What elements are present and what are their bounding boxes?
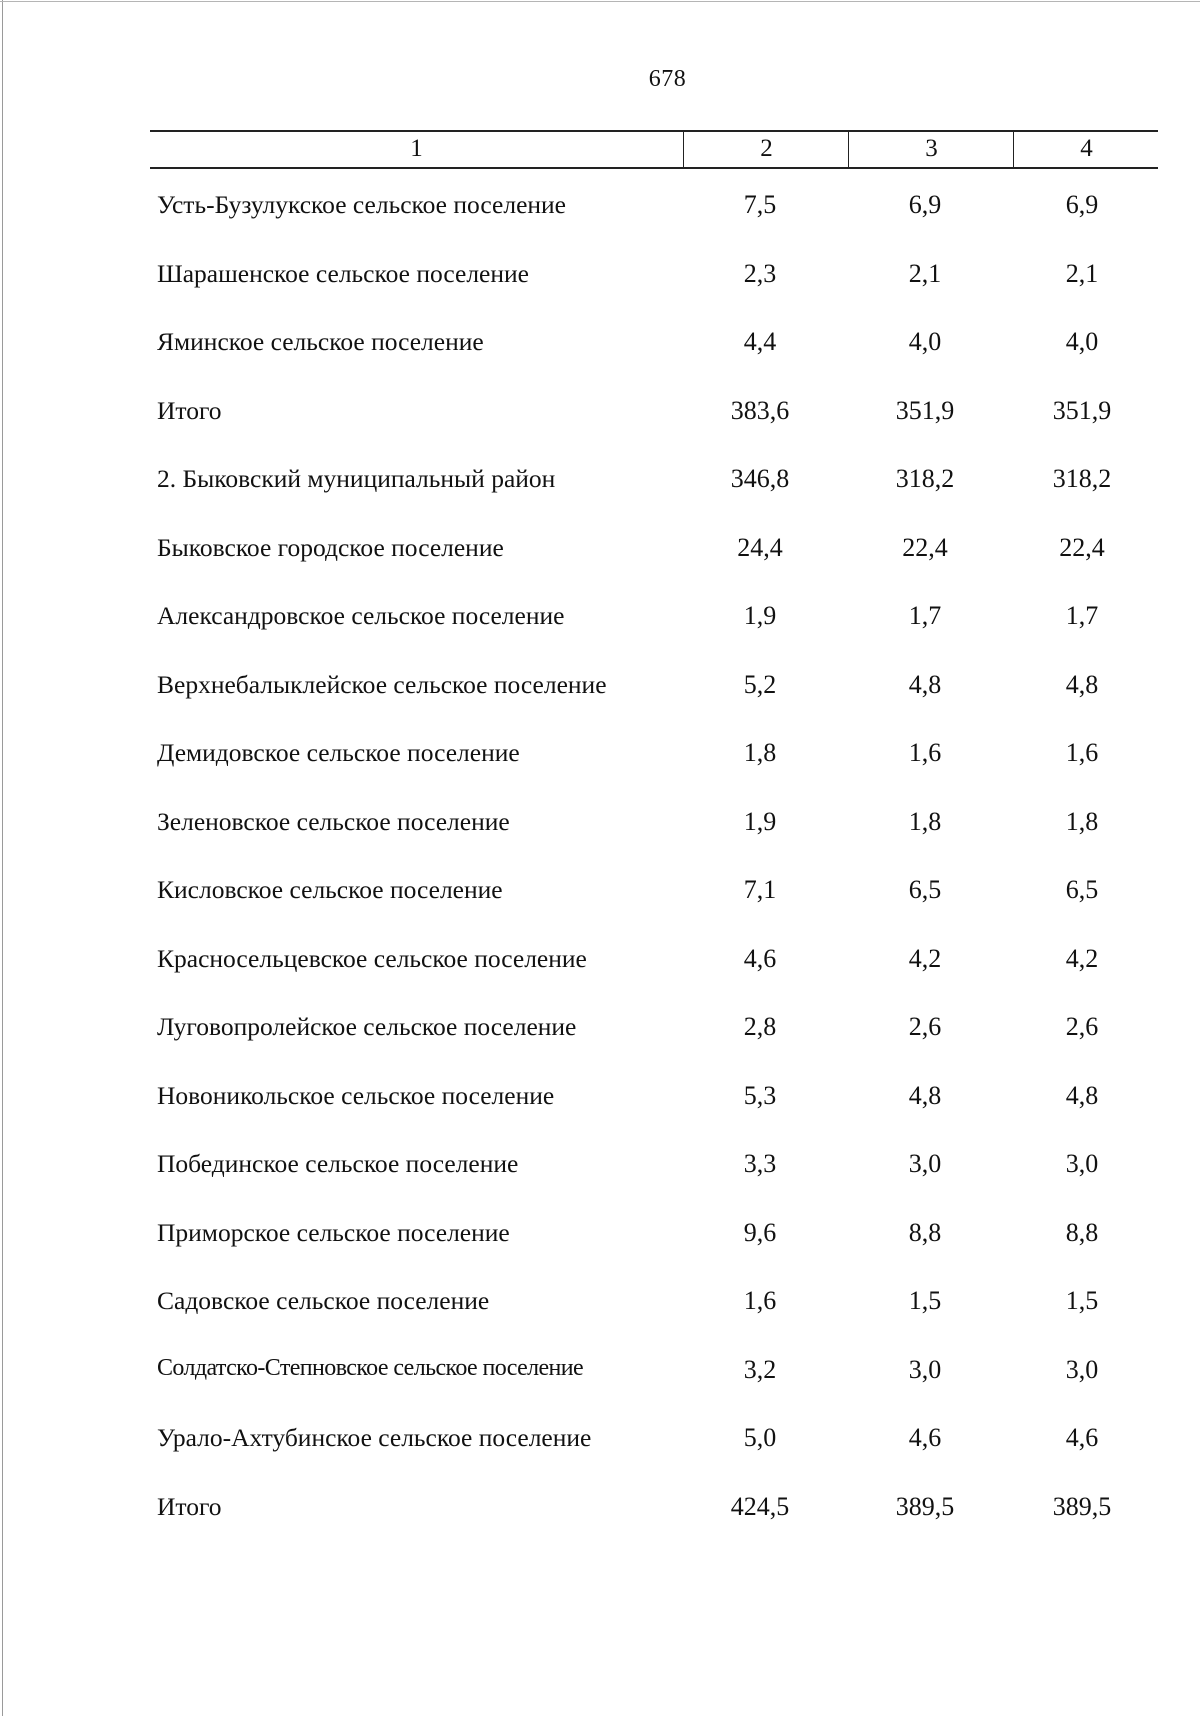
row-name: Яминское сельское поселение: [157, 327, 484, 356]
row-name: Побединское сельское поселение: [157, 1149, 519, 1178]
row-value-col-2: 2,3: [743, 258, 777, 288]
row-value-col-4: 4,8: [1065, 1080, 1099, 1110]
page-number: 678: [648, 66, 687, 92]
row-value-col-4: 1,5: [1065, 1286, 1099, 1315]
row-value-col-4: 8,8: [1065, 1217, 1099, 1247]
row-value-col-4: 4,2: [1065, 943, 1099, 973]
row-value-col-4: 318,2: [1052, 464, 1112, 493]
row-value-col-3: 4,0: [908, 327, 942, 356]
row-value-col-2: 9,6: [743, 1217, 777, 1247]
table-row-total: [150, 1471, 1158, 1540]
row-value-col-4: 3,0: [1065, 1149, 1099, 1178]
row-value-col-4: 6,5: [1065, 875, 1099, 904]
row-value-col-4: 4,0: [1065, 327, 1099, 356]
row-value-col-2: 4,6: [743, 943, 777, 973]
table-row: [150, 580, 1158, 649]
row-value-col-4: 2,1: [1065, 258, 1099, 288]
table-row: [150, 1128, 1158, 1197]
table-row: [150, 717, 1158, 786]
row-name: Красносельцевское сельское поселение: [157, 943, 587, 973]
table-row: [150, 238, 1158, 307]
row-value-col-3: 22,4: [902, 532, 948, 562]
row-value-col-3: 8,8: [908, 1217, 942, 1247]
row-name: Итого: [157, 1491, 222, 1521]
table-row: [150, 512, 1158, 581]
row-value-col-4: 4,8: [1065, 669, 1099, 699]
row-name: Александровское сельское поселение: [157, 601, 565, 630]
table-row: [150, 649, 1158, 718]
row-value-col-3: 3,0: [908, 1149, 942, 1178]
table-row: [150, 854, 1158, 923]
row-value-col-2: 24,4: [737, 532, 783, 562]
table-row-total: [150, 375, 1158, 444]
row-value-col-3: 318,2: [895, 464, 955, 493]
data-table: [150, 130, 1158, 1539]
row-value-col-2: 2,8: [743, 1012, 777, 1041]
table-row: [150, 923, 1158, 992]
table-body: [150, 169, 1158, 1539]
header-col-1: 1: [410, 135, 423, 162]
row-value-col-2: 1,8: [743, 738, 777, 767]
header-col-2: 2: [683, 132, 849, 167]
row-value-col-2: 4,4: [743, 327, 777, 356]
row-name: Кисловское сельское поселение: [157, 875, 503, 904]
row-name: Луговопролейское сельское поселение: [157, 1012, 577, 1041]
row-value-col-3: 4,6: [908, 1423, 942, 1452]
scan-edge-left: [2, 0, 3, 1716]
row-value-col-4: 1,8: [1065, 806, 1099, 836]
row-name: 2. Быковский муниципальный район: [157, 464, 556, 493]
row-value-col-2: 383,6: [730, 395, 790, 425]
row-value-col-3: 4,8: [908, 669, 942, 699]
row-value-col-4: 6,9: [1065, 190, 1099, 219]
row-value-col-3: 1,8: [908, 806, 942, 836]
row-name: Демидовское сельское поселение: [157, 738, 520, 767]
row-value-col-2: 5,3: [743, 1080, 777, 1110]
row-value-col-3: 389,5: [895, 1491, 955, 1521]
row-name: Солдатско-Степновское сельское поселение: [157, 1354, 584, 1381]
table-row: [150, 1334, 1158, 1403]
header-col-4: 4: [1013, 132, 1159, 167]
row-value-col-4: 3,0: [1065, 1354, 1099, 1384]
row-name: Зеленовское сельское поселение: [157, 806, 510, 836]
row-value-col-4: 2,6: [1065, 1012, 1099, 1041]
row-value-col-3: 2,1: [908, 258, 942, 288]
row-value-col-3: 4,8: [908, 1080, 942, 1110]
row-value-col-3: 6,5: [908, 875, 942, 904]
row-name: Приморское сельское поселение: [157, 1217, 510, 1247]
row-value-col-3: 1,7: [908, 601, 942, 630]
row-name: Шарашенское сельское поселение: [157, 258, 529, 288]
row-value-col-3: 2,6: [908, 1012, 942, 1041]
table-header-row: [150, 130, 1158, 169]
row-name: Урало-Ахтубинское сельское поселение: [157, 1423, 592, 1452]
row-value-col-4: 351,9: [1052, 395, 1112, 425]
table-row-district: [150, 443, 1158, 512]
row-value-col-2: 5,0: [743, 1423, 777, 1452]
row-value-col-3: 351,9: [895, 395, 955, 425]
row-name: Верхнебалыклейское сельское поселение: [157, 669, 607, 699]
table-row: [150, 991, 1158, 1060]
row-value-col-2: 5,2: [743, 669, 777, 699]
row-value-col-2: 1,9: [743, 601, 777, 630]
row-value-col-2: 7,5: [743, 190, 777, 219]
row-value-col-4: 22,4: [1059, 532, 1105, 562]
header-col-3: 3: [848, 132, 1014, 167]
row-value-col-2: 346,8: [730, 464, 790, 493]
row-name: Усть-Бузулукское сельское поселение: [157, 190, 566, 219]
row-value-col-2: 7,1: [743, 875, 777, 904]
row-name: Садовское сельское поселение: [157, 1286, 490, 1315]
table-row: [150, 1265, 1158, 1334]
row-value-col-3: 1,5: [908, 1286, 942, 1315]
row-value-col-2: 1,9: [743, 806, 777, 836]
table-row: [150, 169, 1158, 238]
table-row: [150, 786, 1158, 855]
row-name: Новоникольское сельское поселение: [157, 1080, 555, 1110]
row-name: Быковское городское поселение: [157, 532, 504, 562]
row-value-col-3: 3,0: [908, 1354, 942, 1384]
row-value-col-3: 4,2: [908, 943, 942, 973]
table-row: [150, 1060, 1158, 1129]
row-value-col-2: 3,3: [743, 1149, 777, 1178]
row-name: Итого: [157, 395, 222, 425]
scan-edge-top: [0, 1, 1200, 2]
row-value-col-3: 6,9: [908, 190, 942, 219]
row-value-col-2: 3,2: [743, 1354, 777, 1384]
table-row: [150, 1402, 1158, 1471]
row-value-col-2: 424,5: [730, 1491, 790, 1521]
row-value-col-2: 1,6: [743, 1286, 777, 1315]
row-value-col-4: 4,6: [1065, 1423, 1099, 1452]
row-value-col-4: 389,5: [1052, 1491, 1112, 1521]
table-row: [150, 1197, 1158, 1266]
row-value-col-3: 1,6: [908, 738, 942, 767]
table-row: [150, 306, 1158, 375]
row-value-col-4: 1,6: [1065, 738, 1099, 767]
row-value-col-4: 1,7: [1065, 601, 1099, 630]
